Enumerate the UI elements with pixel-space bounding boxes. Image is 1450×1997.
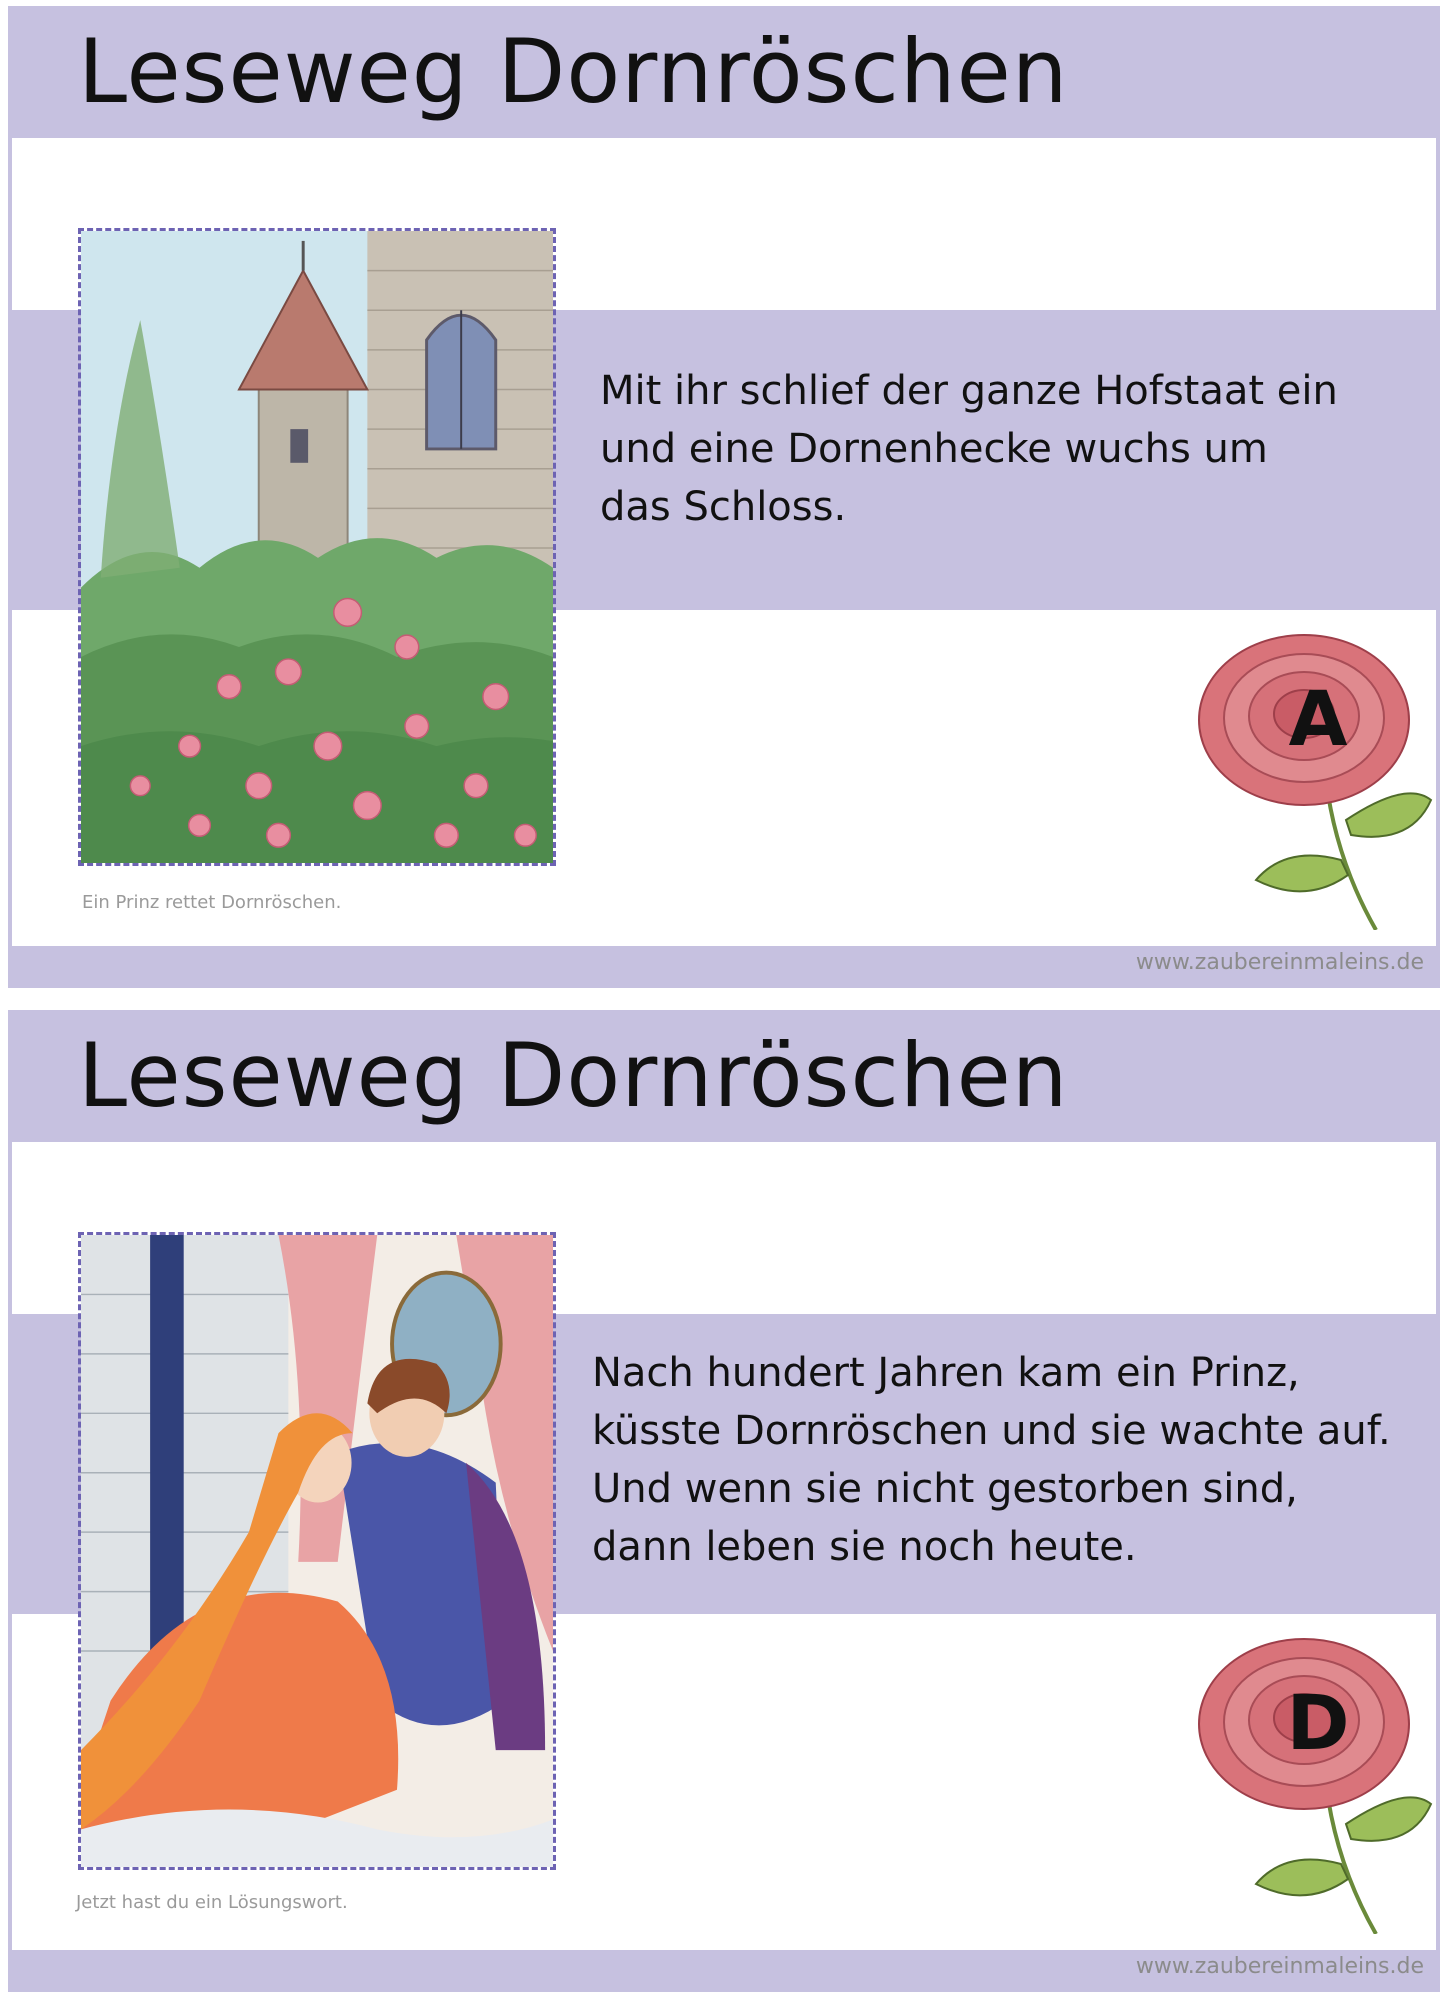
prince-kiss-illustration <box>78 1232 556 1870</box>
card-title: Leseweg Dornröschen <box>78 1024 1069 1127</box>
solution-letter: A <box>1288 674 1348 763</box>
solution-letter: D <box>1286 1678 1350 1767</box>
castle-rose-hedge-illustration <box>78 228 556 866</box>
card-title: Leseweg Dornröschen <box>78 20 1069 123</box>
story-text: Nach hundert Jahren kam ein Prinz, küsste Dornröschen und sie wachte auf. Und wenn sie nicht gestorben sind, dann leben sie noch heute. <box>592 1350 1391 1570</box>
website-link[interactable]: www.zaubereinmaleins.de <box>1135 950 1424 975</box>
caption-text: Ein Prinz rettet Dornröschen. <box>82 892 342 913</box>
reading-card-1 <box>8 6 1440 988</box>
story-text: Mit ihr schlief der ganze Hofstaat ein und eine Dornenhecke wuchs um das Schloss. <box>600 368 1338 530</box>
website-link[interactable]: www.zaubereinmaleins.de <box>1135 1954 1424 1979</box>
reading-card-2 <box>8 1010 1440 1992</box>
caption-text: Jetzt hast du ein Lösungswort. <box>76 1892 348 1913</box>
rose-icon <box>1176 1634 1440 1934</box>
rose-icon <box>1176 630 1440 930</box>
